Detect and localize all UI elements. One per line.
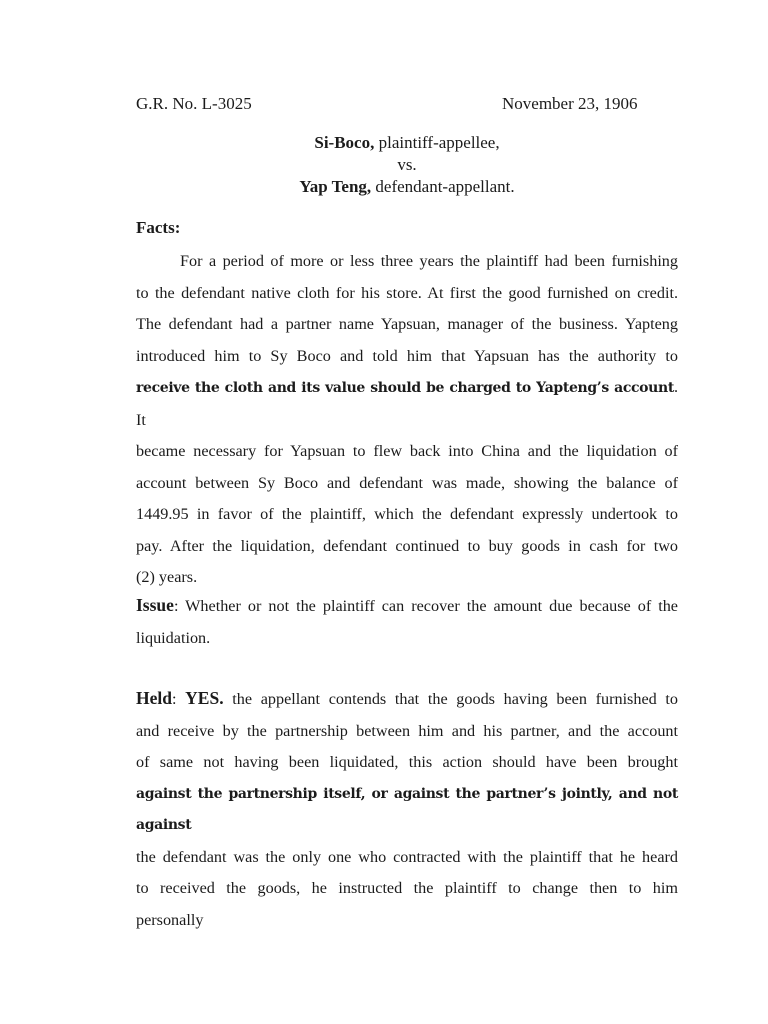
facts-line: introduced him to Sy Boco and told him that Yapsuan has the authority to [136, 346, 678, 365]
plaintiff-line [136, 132, 678, 154]
held-line: to received the goods, he instructed the plaintiff to change then to him [136, 879, 678, 897]
held-line: personally [136, 910, 204, 929]
case-caption [136, 132, 678, 198]
held-answer: YES. [185, 688, 224, 708]
facts-line: 1449.95 in favor of the plaintiff, which the defendant expressly undertook to [136, 505, 678, 523]
facts-emphasis-line: receive the cloth and its value should be charged to Yapteng’s account. It [136, 378, 678, 429]
defendant-line [136, 176, 678, 198]
held-paragraph [136, 683, 678, 936]
decision-date: November 23, 1906 [502, 94, 638, 113]
plaintiff-role: plaintiff-appellee, [374, 133, 500, 152]
held-line: of same not having been liquidated, this action should have been brought [136, 753, 678, 771]
held-emphasis-line: against the partnership itself, or against the partner’s jointly, and not against [136, 785, 678, 833]
facts-emphasis-text: receive the cloth and its value should be charged to Yapteng’s account [136, 380, 674, 396]
facts-heading: Facts: [136, 218, 181, 237]
case-number: G.R. No. L-3025 [136, 94, 252, 113]
issue-line: liquidation. [136, 628, 211, 647]
issue-line: Issue: Whether or not the plaintiff can recover the amount due because of the [136, 595, 678, 615]
held-line: Held: YES. the appellant contends that the goods having been furnished to [136, 688, 678, 708]
facts-paragraph [136, 246, 678, 594]
facts-line: to the defendant native cloth for his store. At first the good furnished on credit. [136, 283, 678, 302]
held-label: Held [136, 688, 172, 708]
defendant-role: defendant-appellant. [371, 177, 515, 196]
held-line: and receive by the partnership between him and his partner, and the account [136, 721, 678, 740]
issue-label: Issue [136, 595, 174, 615]
issue-paragraph [136, 590, 678, 654]
facts-line: For a period of more or less three years the plaintiff had been furnishing [180, 252, 678, 270]
plaintiff-name: Si-Boco, [314, 133, 375, 152]
facts-line: (2) years. [136, 568, 198, 586]
facts-line: pay. After the liquidation, defendant continued to buy goods in cash for two [136, 536, 678, 555]
versus-text: vs. [397, 155, 417, 174]
facts-line: The defendant had a partner name Yapsuan, manager of the business. Yapteng [136, 315, 678, 333]
facts-line: account between Sy Boco and defendant was made, showing the balance of [136, 473, 678, 492]
held-line: the defendant was the only one who contracted with the plaintiff that he heard [136, 847, 678, 866]
facts-line: became necessary for Yapsuan to flew back into China and the liquidation of [136, 442, 678, 460]
defendant-name: Yap Teng, [299, 177, 372, 196]
